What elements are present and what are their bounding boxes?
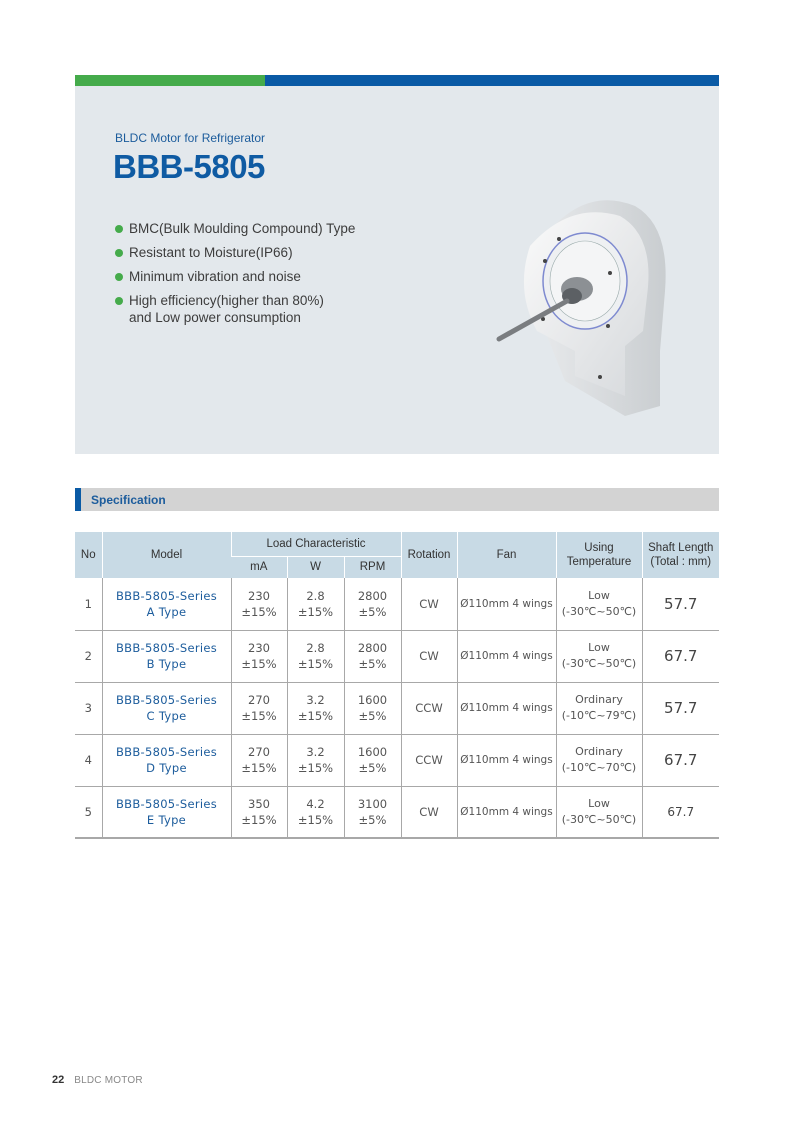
cell-w: 3.2 ±15% [287,682,344,734]
cell-model: BBB-5805-Series B Type [102,630,231,682]
header-ma: mA [231,556,287,578]
cell-w: 4.2 ±15% [287,786,344,838]
section-header-specification [75,488,719,511]
cell-rotation: CW [401,786,457,838]
cell-w: 2.8 ±15% [287,630,344,682]
cell-shaft-length: 57.7 [642,578,719,630]
feature-list [115,220,355,333]
feature-item: Minimum vibration and noise [115,268,355,285]
header-model: Model [102,532,231,578]
cell-model: BBB-5805-Series C Type [102,682,231,734]
page-number: 22 [52,1074,65,1086]
cell-ma: 230 ±15% [231,630,287,682]
cell-rotation: CW [401,630,457,682]
cell-no: 5 [75,786,102,838]
cell-temperature: Ordinary (-10℃~79℃) [556,682,642,734]
cell-ma: 230 ±15% [231,578,287,630]
cell-shaft-length: 57.7 [642,682,719,734]
page-footer [52,1074,143,1086]
table-header-row [75,532,719,556]
cell-shaft-length: 67.7 [642,630,719,682]
cell-shaft-length: 67.7 [642,734,719,786]
header-fan: Fan [457,532,556,578]
feature-item: BMC(Bulk Moulding Compound) Type [115,220,355,237]
header-rpm: RPM [344,556,401,578]
header-shaft-length: Shaft Length (Total : mm) [642,532,719,578]
cell-rotation: CCW [401,682,457,734]
product-category: BLDC Motor for Refrigerator [115,131,266,145]
product-title: BBB-5805 [113,148,265,185]
bullet-icon [115,297,123,305]
cell-rotation: CW [401,578,457,630]
feature-item-continuation: and Low power consumption [129,310,301,325]
cell-fan: Ø110mm 4 wings [457,786,556,838]
product-hero [75,86,719,454]
cell-temperature: Low (-30℃~50℃) [556,578,642,630]
cell-w: 2.8 ±15% [287,578,344,630]
cell-no: 4 [75,734,102,786]
cell-rpm: 1600 ±5% [344,682,401,734]
header-no: No [75,532,102,578]
cell-fan: Ø110mm 4 wings [457,630,556,682]
cell-w: 3.2 ±15% [287,734,344,786]
table-row [75,630,719,682]
header-using-temperature: Using Temperature [556,532,642,578]
cell-temperature: Ordinary (-10℃~70℃) [556,734,642,786]
header-rotation: Rotation [401,532,457,578]
cell-rpm: 3100 ±5% [344,786,401,838]
feature-item: Resistant to Moisture(IP66) [115,244,355,261]
cell-fan: Ø110mm 4 wings [457,734,556,786]
bullet-icon [115,273,123,281]
table-row [75,734,719,786]
cell-rotation: CCW [401,734,457,786]
cell-rpm: 1600 ±5% [344,734,401,786]
cell-temperature: Low (-30℃~50℃) [556,630,642,682]
cell-rpm: 2800 ±5% [344,578,401,630]
bullet-icon [115,225,123,233]
cell-ma: 350 ±15% [231,786,287,838]
cell-rpm: 2800 ±5% [344,630,401,682]
cell-no: 3 [75,682,102,734]
top-color-bar [75,75,719,86]
cell-fan: Ø110mm 4 wings [457,578,556,630]
cell-model: BBB-5805-Series E Type [102,786,231,838]
specification-table [75,532,719,839]
motor-product-image [475,181,675,421]
section-title: Specification [91,493,166,507]
feature-item: High efficiency(higher than 80%) [115,292,355,309]
cell-no: 2 [75,630,102,682]
table-row [75,786,719,838]
table-row [75,578,719,630]
cell-model: BBB-5805-Series A Type [102,578,231,630]
cell-no: 1 [75,578,102,630]
bullet-icon [115,249,123,257]
cell-ma: 270 ±15% [231,734,287,786]
top-bar-blue [265,75,719,86]
header-load-characteristic: Load Characteristic [231,532,401,556]
header-w: W [287,556,344,578]
cell-fan: Ø110mm 4 wings [457,682,556,734]
cell-ma: 270 ±15% [231,682,287,734]
section-accent-bar [75,488,81,511]
footer-label: BLDC MOTOR [74,1075,143,1086]
table-row [75,682,719,734]
top-bar-green [75,75,265,86]
cell-temperature: Low (-30℃~50℃) [556,786,642,838]
cell-shaft-length: 67.7 [642,786,719,838]
cell-model: BBB-5805-Series D Type [102,734,231,786]
